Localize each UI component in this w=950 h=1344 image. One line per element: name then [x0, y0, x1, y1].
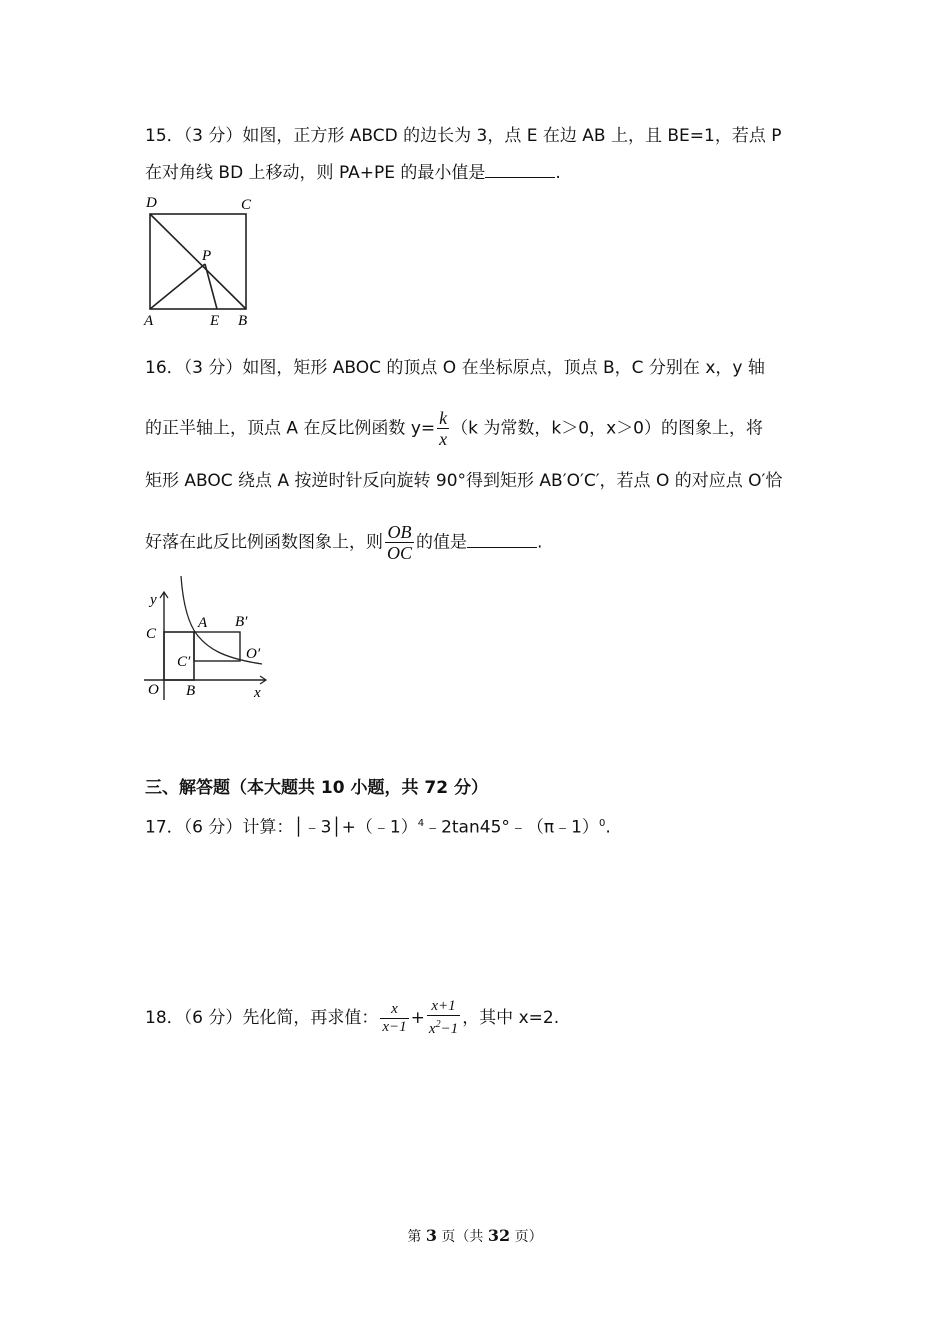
q15-square-figure	[140, 192, 265, 332]
fraction-x-over-x-minus-1	[380, 1001, 408, 1036]
fraction-k-over-x	[437, 408, 449, 449]
q17-period: .	[605, 817, 611, 838]
label-p: P	[202, 248, 212, 264]
footer-post: 页）	[510, 1229, 543, 1245]
label-e: E	[210, 313, 220, 329]
q16-line2	[145, 408, 763, 449]
section-heading: 三、解答题（本大题共 10 小题，共 72 分）	[145, 778, 488, 798]
fraction-x-plus-1-over-x2-minus-1	[427, 998, 460, 1038]
frac-numerator: x+1	[427, 998, 460, 1016]
label-c-prime: C′	[177, 654, 191, 670]
den-exponent: 2	[435, 1019, 441, 1030]
q15-period: .	[555, 163, 561, 183]
q16-line2-post: （k 为常数，k＞0，x＞0）的图象上，将	[451, 418, 763, 439]
segment-pa	[150, 264, 205, 309]
rectangle-ab1o1c1	[194, 632, 240, 661]
q16-line3: 矩形 ABOC 绕点 A 按逆时针反向旋转 90°得到矩形 AB′O′C′，若点 O 的对应点 O′恰	[145, 471, 783, 491]
label-c: C	[241, 197, 252, 213]
q16-coordinate-figure	[142, 574, 277, 704]
label-d: D	[146, 195, 157, 211]
q16-line4-post: 的值是	[416, 532, 468, 553]
q17-text-pre: 17．（6 分）计算：│﹣3│+（﹣1）	[145, 817, 418, 838]
q18-line	[145, 998, 559, 1038]
page-footer	[0, 1226, 950, 1246]
q16-line4-pre: 好落在此反比例函数图象上，则	[145, 532, 383, 553]
label-a: A	[198, 615, 208, 631]
q16-line1: 16．（3 分）如图，矩形 ABOC 的顶点 O 在坐标原点，顶点 B，C 分别在 x，y 轴	[145, 358, 765, 378]
q17-exponent-4: 4	[417, 818, 425, 829]
answer-blank	[467, 531, 537, 548]
q18-text-pre: 18．（6 分）先化简，再求值：	[145, 1008, 379, 1028]
label-a: A	[144, 313, 154, 329]
label-y: y	[150, 592, 157, 608]
q16-line2-pre: 的正半轴上，顶点 A 在反比例函数 y=	[145, 418, 436, 439]
segment-pe	[205, 264, 217, 309]
frac-denominator: OC	[387, 543, 413, 563]
diagonal-bd	[150, 214, 246, 309]
answer-blank	[485, 161, 555, 178]
label-b: B	[238, 313, 248, 329]
label-b: B	[186, 683, 196, 699]
label-o-prime: O′	[246, 646, 261, 662]
q16-line4	[145, 522, 542, 563]
frac-numerator: x	[380, 1001, 408, 1019]
q17-exponent-0: 0	[598, 818, 606, 829]
q17-line	[145, 812, 611, 840]
frac-numerator: OB	[385, 522, 414, 543]
page-number: 3	[425, 1226, 437, 1245]
q18-text-post: ，其中 x=2.	[462, 1008, 560, 1028]
label-o: O	[148, 682, 159, 698]
label-b-prime: B′	[235, 614, 248, 630]
frac-denominator: x	[439, 429, 448, 449]
q16-period: .	[537, 532, 543, 553]
frac-denominator: x−1	[382, 1018, 407, 1035]
label-c: C	[146, 626, 157, 642]
footer-mid: 页（共	[436, 1229, 488, 1245]
q17-text-mid: ﹣2tan45°﹣（π﹣1）	[424, 817, 599, 838]
q15-line2	[145, 161, 561, 185]
frac-denominator	[427, 1016, 460, 1038]
den-base: x	[428, 1021, 436, 1037]
footer-pre: 第	[407, 1229, 426, 1245]
den-tail: −1	[440, 1021, 459, 1037]
plus-sign: +	[410, 1008, 425, 1028]
total-pages: 32	[487, 1226, 511, 1245]
q15-line1: 15．（3 分）如图，正方形 ABCD 的边长为 3，点 E 在边 AB 上，且 BE=1，若点 P	[145, 126, 782, 146]
fraction-ob-over-oc	[385, 522, 414, 563]
label-x: x	[254, 685, 261, 701]
frac-numerator: k	[439, 408, 448, 428]
q15-line2-text: 在对角线 BD 上移动，则 PA+PE 的最小值是	[145, 163, 486, 183]
